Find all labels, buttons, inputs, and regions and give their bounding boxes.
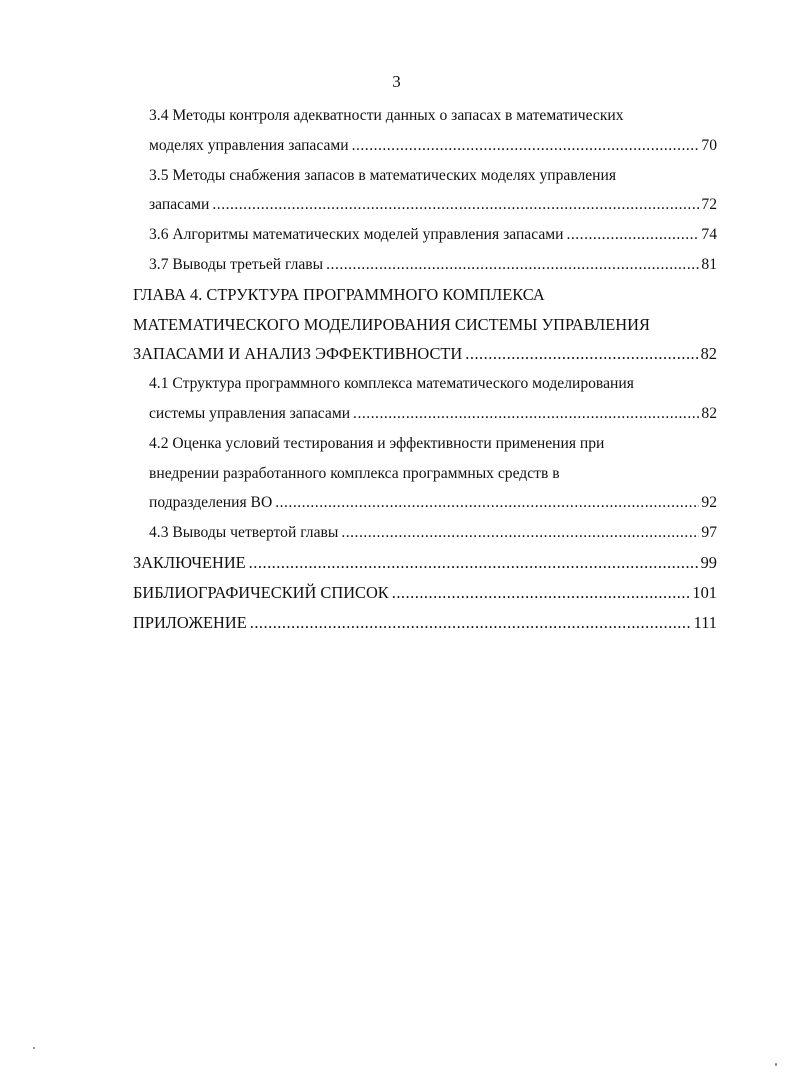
toc-chapter-entry (133, 608, 717, 638)
toc-page-number: 82 (701, 404, 717, 422)
dot-leader (353, 399, 699, 429)
toc-section-entry (133, 369, 717, 429)
toc-entry-title-line: ЗАПАСАМИ И АНАЛИЗ ЭФФЕКТИВНОСТИ (133, 344, 463, 364)
toc-page-number: 92 (701, 494, 717, 512)
dot-leader (566, 220, 699, 250)
toc-entry-last-line (149, 399, 717, 429)
scan-speck (33, 1047, 35, 1049)
toc-page-number: 101 (692, 582, 717, 602)
toc-section-entry (133, 518, 717, 548)
toc-page-number: 82 (700, 344, 717, 364)
toc-page-number: 97 (701, 524, 717, 542)
dot-leader (465, 339, 698, 369)
dot-leader (275, 488, 699, 518)
toc-entry-title-line: 4.2 Оценка условий тестирования и эффективности применения при (149, 434, 605, 452)
toc-entry-title-line: моделях управления запасами (149, 136, 349, 154)
toc-entry-title-line: ЗАКЛЮЧЕНИЕ (133, 552, 246, 572)
toc-chapter-entry (133, 548, 717, 578)
toc-entry-title-line: подразделения ВО (149, 494, 273, 512)
dot-leader (392, 578, 691, 608)
toc-entry-title-line: 3.7 Выводы третьей главы (149, 255, 324, 273)
toc-entry-title-line: ПРИЛОЖЕНИЕ (133, 612, 247, 632)
toc-entry-title-line: МАТЕМАТИЧЕСКОГО МОДЕЛИРОВАНИЯ СИСТЕМЫ УПРАВЛЕНИЯ (133, 314, 650, 334)
toc-entry-title-line: 4.1 Структура программного комплекса математического моделирования (149, 375, 634, 393)
toc-section-entry (133, 161, 717, 221)
toc-entry-last-line (133, 548, 717, 578)
toc-entry-last-line (133, 339, 717, 369)
page-number: 3 (392, 72, 401, 91)
toc-entry-title-line: 3.5 Методы снабжения запасов в математических моделях управления (149, 166, 617, 184)
toc-entry-last-line (133, 608, 717, 638)
toc-entry-last-line (133, 578, 717, 608)
toc-entry-last-line (149, 131, 717, 161)
toc-section-entry (133, 429, 717, 518)
toc-chapter-entry (133, 578, 717, 608)
toc-section-entry (133, 250, 717, 280)
scan-speck (775, 1063, 777, 1066)
toc-page-number: 70 (701, 136, 717, 154)
toc-entry-title-line: 4.3 Выводы четвертой главы (149, 524, 339, 542)
toc-page-number: 74 (701, 226, 717, 244)
toc-entry-title-line: БИБЛИОГРАФИЧЕСКИЙ СПИСОК (133, 582, 389, 602)
toc-entry-last-line (149, 220, 717, 250)
dot-leader (341, 518, 699, 548)
dot-leader (326, 250, 699, 280)
toc-entry-title-line: ГЛАВА 4. СТРУКТУРА ПРОГРАММНОГО КОМПЛЕКСА (133, 284, 545, 304)
toc-section-entry (133, 220, 717, 250)
toc-page-number: 72 (701, 196, 717, 214)
toc-entry-last-line (149, 488, 717, 518)
toc-entry-last-line (149, 250, 717, 280)
toc-entry-title-line: запасами (149, 196, 210, 214)
toc-entry-title-line: внедрении разработанного комплекса программных средств в (149, 464, 560, 482)
dot-leader (250, 608, 692, 638)
toc-entry-last-line (149, 190, 717, 220)
toc-page-number: 111 (693, 612, 717, 632)
toc-entry-title-line: 3.4 Методы контроля адекватности данных о запасах в математических (149, 107, 624, 124)
dot-leader (249, 548, 699, 578)
toc-page-number: 81 (701, 255, 717, 273)
toc-chapter-entry (133, 280, 717, 369)
toc-section-entry (133, 101, 717, 161)
toc-entry-title-line: 3.6 Алгоритмы математических моделей управления запасами (149, 226, 564, 244)
toc-page-number: 99 (700, 552, 717, 572)
toc-entry-title-line: системы управления запасами (149, 404, 351, 422)
dot-leader (352, 131, 700, 161)
table-of-contents (133, 101, 717, 637)
toc-entry-last-line (149, 518, 717, 548)
dot-leader (212, 190, 699, 220)
